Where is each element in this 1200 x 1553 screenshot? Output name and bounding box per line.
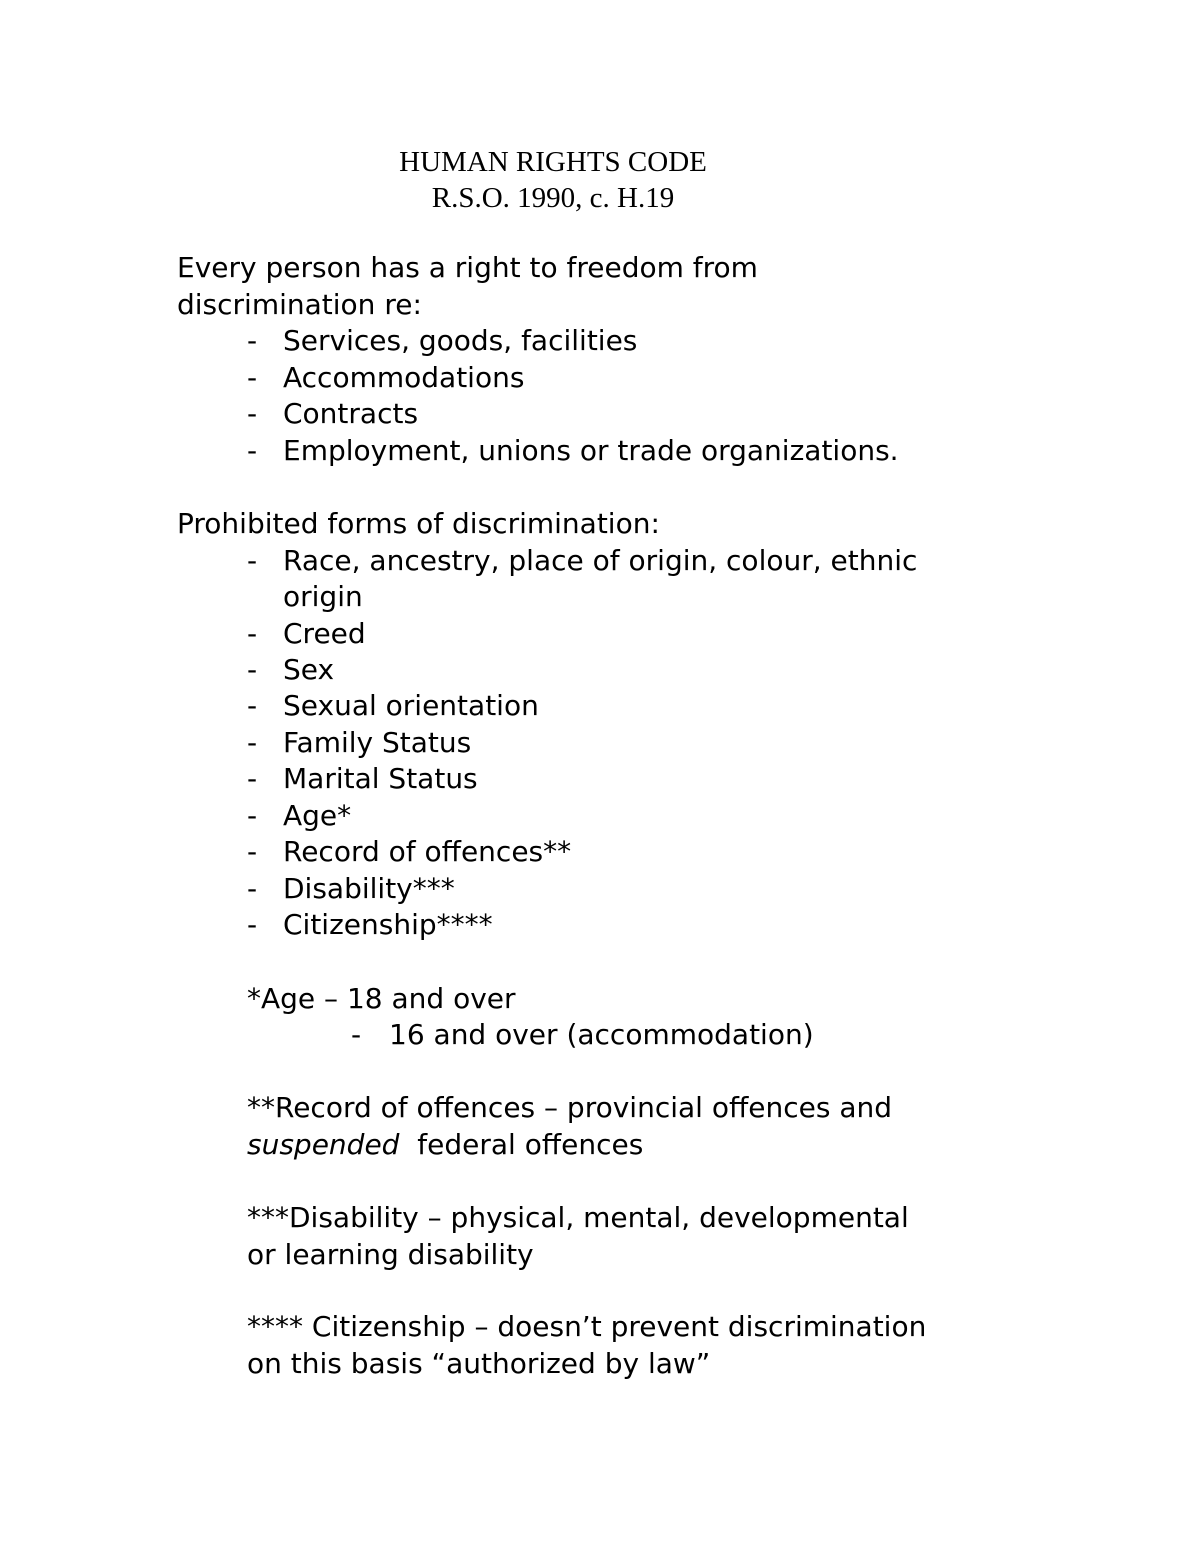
note-age-sub: 16 and over (accommodation) — [389, 1018, 814, 1051]
document-citation: R.S.O. 1990, c. H.19 — [431, 182, 675, 214]
note-citizenship-line-1: **** Citizenship – doesn’t prevent discrimination — [247, 1310, 927, 1343]
bullet-dash: - — [247, 835, 258, 868]
note-record-line-2 — [247, 1127, 643, 1163]
rights-item-accommodations: Accommodations — [283, 361, 525, 394]
prohibited-item-race-line-1: Race, ancestry, place of origin, colour, ethnic — [283, 544, 918, 577]
prohibited-item-record-of-offences: Record of offences** — [283, 835, 572, 868]
bullet-dash: - — [247, 689, 258, 722]
bullet-dash: - — [247, 324, 258, 357]
bullet-dash: - — [247, 799, 258, 832]
rights-item-employment: Employment, unions or trade organizations. — [283, 434, 899, 467]
note-record-line-1: **Record of offences – provincial offences and — [247, 1091, 893, 1124]
prohibited-item-sex: Sex — [283, 653, 335, 686]
prohibited-item-disability: Disability*** — [283, 872, 455, 905]
document-title: HUMAN RIGHTS CODE — [399, 146, 707, 178]
bullet-dash: - — [247, 872, 258, 905]
rights-item-services: Services, goods, facilities — [283, 324, 638, 357]
prohibited-item-sexual-orientation: Sexual orientation — [283, 689, 539, 722]
rights-item-contracts: Contracts — [283, 397, 419, 430]
rights-intro-line-1: Every person has a right to freedom from — [177, 251, 758, 284]
prohibited-item-race-line-2: origin — [283, 580, 363, 613]
note-citizenship-line-2: on this basis “authorized by law” — [247, 1347, 711, 1380]
bullet-dash: - — [247, 726, 258, 759]
note-disability-line-2: or learning disability — [247, 1238, 534, 1271]
bullet-dash: - — [247, 617, 258, 650]
prohibited-item-age: Age* — [283, 799, 352, 832]
bullet-dash: - — [247, 653, 258, 686]
note-record-rest: federal offences — [399, 1128, 644, 1161]
bullet-dash: - — [247, 908, 258, 941]
bullet-dash: - — [247, 762, 258, 795]
prohibited-item-marital-status: Marital Status — [283, 762, 478, 795]
note-age: *Age – 18 and over — [247, 982, 516, 1015]
prohibited-item-family-status: Family Status — [283, 726, 472, 759]
note-record-italic: suspended — [247, 1128, 400, 1161]
prohibited-heading: Prohibited forms of discrimination: — [177, 507, 660, 540]
bullet-dash: - — [247, 361, 258, 394]
bullet-dash: - — [247, 544, 258, 577]
bullet-dash: - — [351, 1018, 362, 1051]
bullet-dash: - — [247, 397, 258, 430]
bullet-dash: - — [247, 434, 258, 467]
note-disability-line-1: ***Disability – physical, mental, developmental — [247, 1201, 909, 1234]
rights-intro-line-2: discrimination re: — [177, 288, 422, 321]
prohibited-item-citizenship: Citizenship**** — [283, 908, 493, 941]
prohibited-item-creed: Creed — [283, 617, 366, 650]
